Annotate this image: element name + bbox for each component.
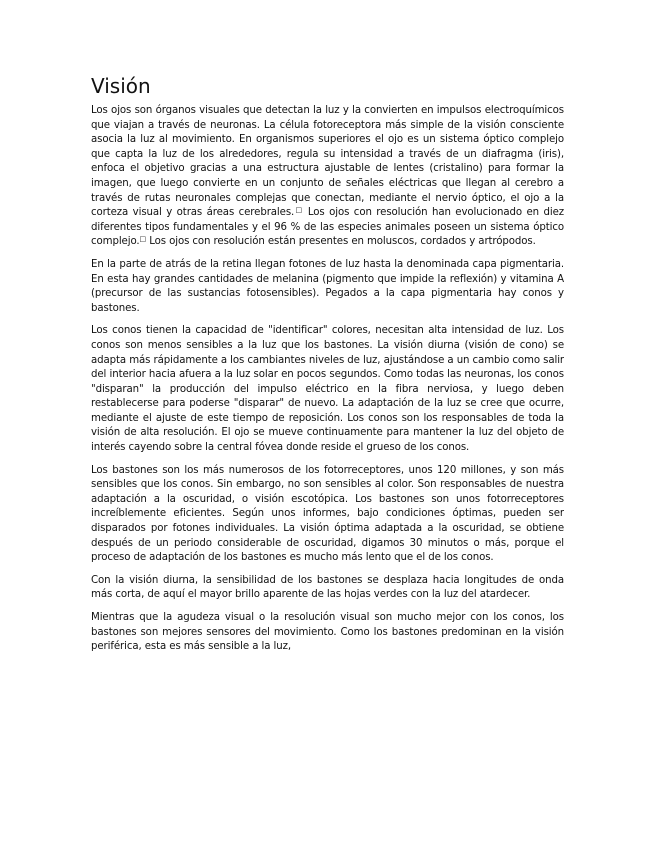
paragraph-bastones: Los bastones son los más numerosos de los fotorreceptores, unos 120 millones, y son más sensibles que los conos. Sin embargo, no son sensibles al color. Son responsables de nuestra adaptación a la oscuridad, o visión escotópica. Los bastones son unos fotorreceptores increíblemente eficientes. Según unos informes, bajo condiciones óptimas, pueden ser disparados por fotones individuales. La visión óptima adaptada a la oscuridad, se obtiene después de un periodo considerable de oscuridad, digamos 30 minutos o más, porque el proceso de adaptación de los bastones es mucho más lento que el de los conos. (91, 464, 564, 564)
reference-mark[interactable]: □ (294, 206, 304, 215)
reference-mark[interactable]: □ (139, 235, 147, 244)
paragraph-agudeza: Mientras que la agudeza visual o la resolución visual son mucho mejor con los conos, los bastones son mejores sensores del movimiento. Como los bastones predominan en la visión periférica, esta es más sensible a la luz, (91, 612, 564, 653)
paragraph-conos: Los conos tienen la capacidad de "identificar" colores, necesitan alta intensidad de luz. Los conos son menos sensibles a la luz que los bastones. La visión diurna (visión de cono) se adapta más rápidamente a los cambiantes niveles de luz, ajustándose a un cambio como salir del interior hacia afuera a la luz solar en pocos segundos. Como todas las neuronas, los conos "disparan" la producción del impulso eléctrico en la fibra nerviosa, y luego deben restablecerse para poderse "disparar" de nuevo. La adaptación de la luz se cree que ocurre, mediante el ajuste de este tiempo de reposición. Los conos son los responsables de toda la visión de alta resolución. El ojo se mueve continuamente para mantener la luz del objeto de interés cayendo sobre la central fóvea donde reside el grueso de los conos. (91, 325, 564, 454)
paragraph-ojos (91, 104, 564, 250)
paragraph-text: Los ojos con resolución están presentes en moluscos, cordados y artrópodos. (146, 236, 536, 248)
document-page (91, 74, 564, 848)
paragraph-retina: En la parte de atrás de la retina llegan fotones de luz hasta la denominada capa pigmentaria. En esta hay grandes cantidades de melanina (pigmento que impide la reflexión) y vitamina A (precursor de las sustancias fotosensibles). Pegados a la capa pigmentaria hay conos y bastones. (91, 258, 564, 314)
page-title: Visión (91, 74, 151, 98)
paragraph-text: Los ojos con resolución han evolucionado en diez diferentes tipos fundamentales y el 96 % de las especies animales poseen un sistema óptico complejo. (91, 207, 564, 248)
paragraph-text: Los ojos son órganos visuales que detectan la luz y la convierten en impulsos electroquímicos que viajan a través de neuronas. La célula fotoreceptora más simple de la visión consciente asocia la luz al movimiento. En organismos superiores el ojo es un sistema óptico complejo que capta la luz de los alrededores, regula su intensidad a través de un diafragma (iris), enfoca el objetivo gracias a una estructura ajustable de lentes (cristalino) para formar la imagen, que luego convierte en un conjunto de señales eléctricas que llegan al cerebro a través de rutas neuronales complejas que conectan, mediante el nervio óptico, el ojo a la corteza visual y otras áreas cerebrales. (91, 105, 564, 219)
paragraph-vision-diurna: Con la visión diurna, la sensibilidad de los bastones se desplaza hacia longitudes de onda más corta, de aquí el mayor brillo aparente de las hojas verdes con la luz del atardecer. (91, 574, 564, 601)
